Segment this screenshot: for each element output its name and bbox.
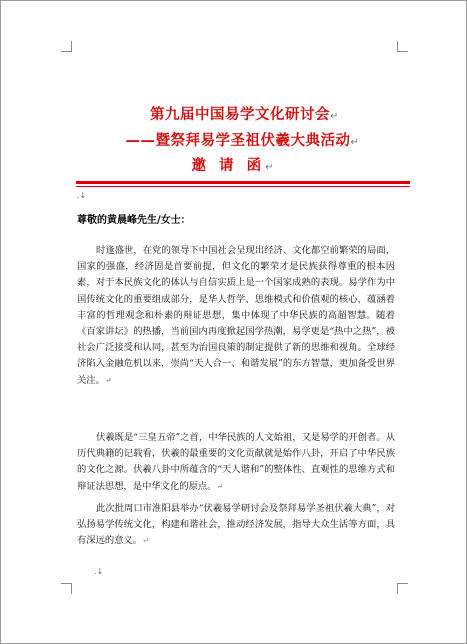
body-paragraph-2 [77,430,395,495]
empty-paragraph-mark: .↓ [77,191,87,200]
salutation: 尊敬的黄晨峰先生/女士： [77,215,191,226]
paragraph-mark: ↵ [216,481,224,491]
crop-mark-top-left [61,41,72,52]
body-paragraph-3 [77,501,395,550]
paragraph-mark: ↵ [142,536,149,546]
title-line-3 [1,156,467,178]
empty-paragraph-mark: .↓ [94,567,104,576]
crop-mark-top-right [397,41,408,52]
title-line-3-text: 邀 请 函 [191,158,266,174]
title-line-1-text: 第九届中国易学文化研讨会 [150,107,331,123]
paragraph-mark: ↵ [350,137,360,148]
crop-mark-bottom-right [397,583,408,594]
header-rule-thin [76,186,410,187]
body-paragraph-2-text: 伏羲既是“三皇五帝”之首，中华民族的人文始祖，又是易学的开创者。从历代典籍的记载看，伏羲的最重要的文化贡献就是始作八卦，开启了中华民族的文化之源。伏羲八卦中所蕴含的“天人谐和”的整体性、直观性的思维方式和辩证法思想，是中华文化的原点。 [77,432,395,492]
body-paragraph-1-text: 时逢盛世，在党的领导下中国社会呈现出经济、文化都空前繁荣的局面，国家的强盛，经济固是首要前提，但文化的繁荣才是民族获得尊重的根本因素，对于本民族文化的体认与自信实质上是一个国家成熟的表现。易学作为中国传统文化的重要组成部分，是华人哲学、思维模式和价值观的核心，蕴涵着丰富的哲理观念和朴素的辩证思想，集中体现了中华民族的高超智慧。随着《百家讲坛》的热播，当前国内再度掀起国学热潮，易学更是“热中之热”，被社会广泛接受和认同，甚至为治国良策的制定提供了新的思维和视角。全球经济陷入金融危机以来，崇尚“天人合一、和谐发展”的东方智慧，更加备受世界关注。 [77,245,395,386]
paragraph-mark: ↵ [265,162,278,173]
title-line-1 [11,105,467,127]
crop-mark-bottom-left [61,583,72,594]
paragraph-mark: ↵ [330,111,339,122]
title-line-2-text: ——暨祭拜易学圣祖伏羲大典活动 [125,133,351,149]
body-paragraph-3-text: 此次批周口市淮阳县举办“伏羲易学研讨会及祭拜易学圣祖伏羲大典”，对弘扬易学传统文化，构建和谐社会，推动经济发展，指导大众生活等方面，具有深远的意义。 [77,503,395,547]
header-rule-thick [76,181,410,184]
title-line-2 [9,131,467,153]
paragraph-mark: ↵ [104,375,112,385]
body-paragraph-1 [77,243,395,389]
